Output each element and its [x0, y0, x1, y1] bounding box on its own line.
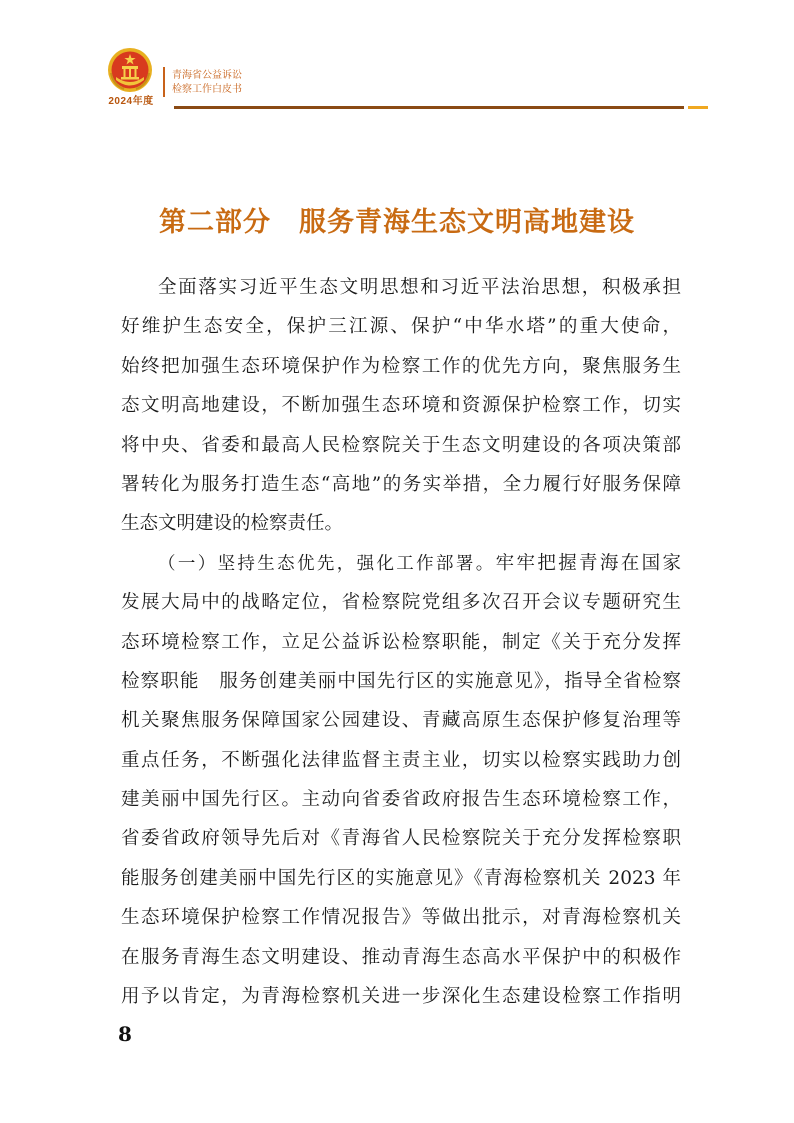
page-number: 8: [118, 1022, 132, 1046]
paragraph-line-rest: 牢牢把握青海在国家: [495, 552, 681, 574]
paragraph-line: 用予以肯定，为青海检察机关进一步深化生态建设检察工作指明: [121, 986, 681, 1008]
header-title-line-1: 青海省公益诉讼: [172, 70, 242, 81]
section-title: 第二部分 服务青海生态文明高地建设: [159, 207, 635, 238]
paragraph-line: 署转化为服务打造生态“高地”的务实举措，全力履行好服务保障: [121, 473, 681, 495]
paragraph-line: 好维护生态安全，保护三江源、保护“中华水塔”的重大使命，: [121, 316, 681, 338]
paragraph-intro: [121, 268, 681, 544]
header-separator: [163, 67, 165, 97]
paragraph-line: 发展大局中的战略定位，省检察院党组多次召开会议专题研究生: [121, 592, 681, 614]
subsection-heading: （一）坚持生态优先，强化工作部署。: [158, 553, 496, 574]
paragraph-line: 检察职能 服务创建美丽中国先行区的实施意见》，指导全省检察: [121, 670, 681, 692]
paragraph-line: 全面落实习近平生态文明思想和习近平法治思想，积极承担: [158, 277, 681, 298]
paragraph-line: 省委省政府领导先后对《青海省人民检察院关于充分发挥检察职: [121, 828, 681, 850]
paragraph-ecology-priority: [121, 544, 681, 1017]
paragraph-line: 将中央、省委和最高人民检察院关于生态文明建设的各项决策部: [121, 434, 681, 456]
paragraph-line: 态环境检察工作，立足公益诉讼检察职能，制定《关于充分发挥: [121, 631, 681, 653]
paragraph-line: 重点任务，不断强化法律监督主责主业，切实以检察实践助力创: [121, 749, 681, 771]
header-rule-accent: [688, 106, 708, 109]
procuratorate-emblem-icon: [107, 47, 153, 93]
header-rule: [174, 106, 684, 109]
paragraph-line: 在服务青海生态文明建设、推动青海生态高水平保护中的积极作: [121, 946, 681, 968]
header-title-line-2: 检察工作白皮书: [172, 84, 242, 95]
header-year-label: 2024年度: [108, 96, 154, 107]
paragraph-line: 建美丽中国先行区。主动向省委省政府报告生态环境检察工作，: [121, 789, 681, 811]
paragraph-line: [121, 544, 681, 583]
body-text: [121, 268, 681, 1016]
paragraph-line: 态文明高地建设，不断加强生态环境和资源保护检察工作，切实: [121, 395, 681, 417]
paragraph-line: 生态环境保护检察工作情况报告》等做出批示，对青海检察机关: [121, 907, 681, 929]
paragraph-line: 能服务创建美丽中国先行区的实施意见》《青海检察机关 2023 年: [121, 867, 681, 889]
header-publication-title: [172, 69, 242, 97]
paragraph-line: 始终把加强生态环境保护作为检察工作的优先方向，聚焦服务生: [121, 355, 681, 377]
paragraph-line: 生态文明建设的检察责任。: [121, 513, 344, 535]
paragraph-line: 机关聚焦服务保障国家公园建设、青藏高原生态保护修复治理等: [121, 710, 681, 732]
page-header: [0, 0, 794, 120]
